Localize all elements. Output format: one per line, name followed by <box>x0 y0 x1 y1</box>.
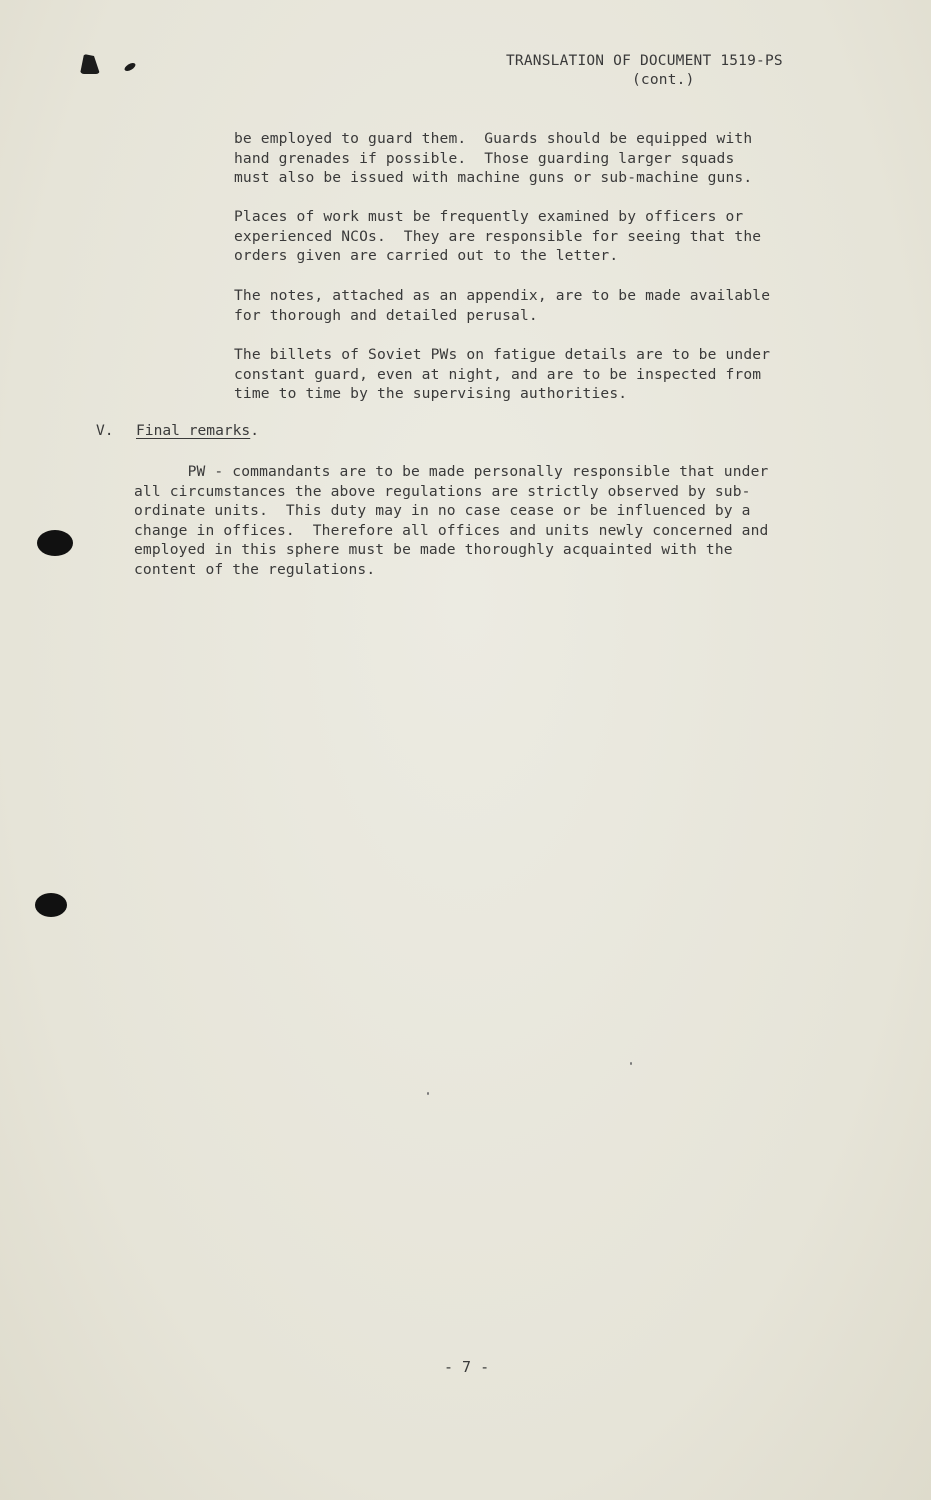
section-title: Final remarks <box>136 422 251 439</box>
ink-mark <box>80 54 100 74</box>
section-heading <box>96 421 259 440</box>
paper-speck <box>630 1062 632 1065</box>
paragraph <box>234 207 761 266</box>
paragraph <box>234 129 752 188</box>
text-line: Places of work must be frequently examined by officers or <box>234 208 744 225</box>
text-line: The billets of Soviet PWs on fatigue details are to be under <box>234 346 771 363</box>
section-title-suffix: . <box>250 422 260 439</box>
punch-hole <box>35 893 67 917</box>
header-title: TRANSLATION OF DOCUMENT 1519-PS <box>506 53 783 69</box>
text-line: employed in this sphere must be made thoroughly acquainted with the <box>134 541 733 558</box>
final-paragraph <box>134 462 768 579</box>
header-continued: (cont.) <box>632 72 695 88</box>
text-line: ordinate units. This duty may in no case cease or be influenced by a <box>134 502 751 519</box>
text-line: hand grenades if possible. Those guarding larger squads <box>234 149 735 167</box>
text-line: PW - commandants are to be made personally responsible that under <box>134 463 769 480</box>
text-line: constant guard, even at night, and are to be inspected from <box>234 365 762 383</box>
text-line: time to time by the supervising authorities. <box>234 385 628 402</box>
text-line: experienced NCOs. They are responsible for seeing that the <box>234 227 762 245</box>
text-line: all circumstances the above regulations are strictly observed by sub- <box>134 482 751 500</box>
section-number: V. <box>96 422 114 439</box>
page-number: - 7 - <box>444 1358 490 1376</box>
paper-speck <box>427 1092 429 1095</box>
paragraph <box>234 286 770 325</box>
punch-hole <box>37 530 73 556</box>
text-line: The notes, attached as an appendix, are to be made available <box>234 287 771 304</box>
ink-mark <box>123 61 136 72</box>
text-line: for thorough and detailed perusal. <box>234 306 538 324</box>
paragraph <box>234 345 770 404</box>
text-line: content of the regulations. <box>134 560 376 578</box>
document-header <box>506 52 816 90</box>
text-line: be employed to guard them. Guards should be equipped with <box>234 130 753 147</box>
text-line: change in offices. Therefore all offices and units newly concerned and <box>134 521 769 539</box>
text-line: orders given are carried out to the letter. <box>234 247 619 264</box>
text-line: must also be issued with machine guns or sub-machine guns. <box>234 169 753 186</box>
